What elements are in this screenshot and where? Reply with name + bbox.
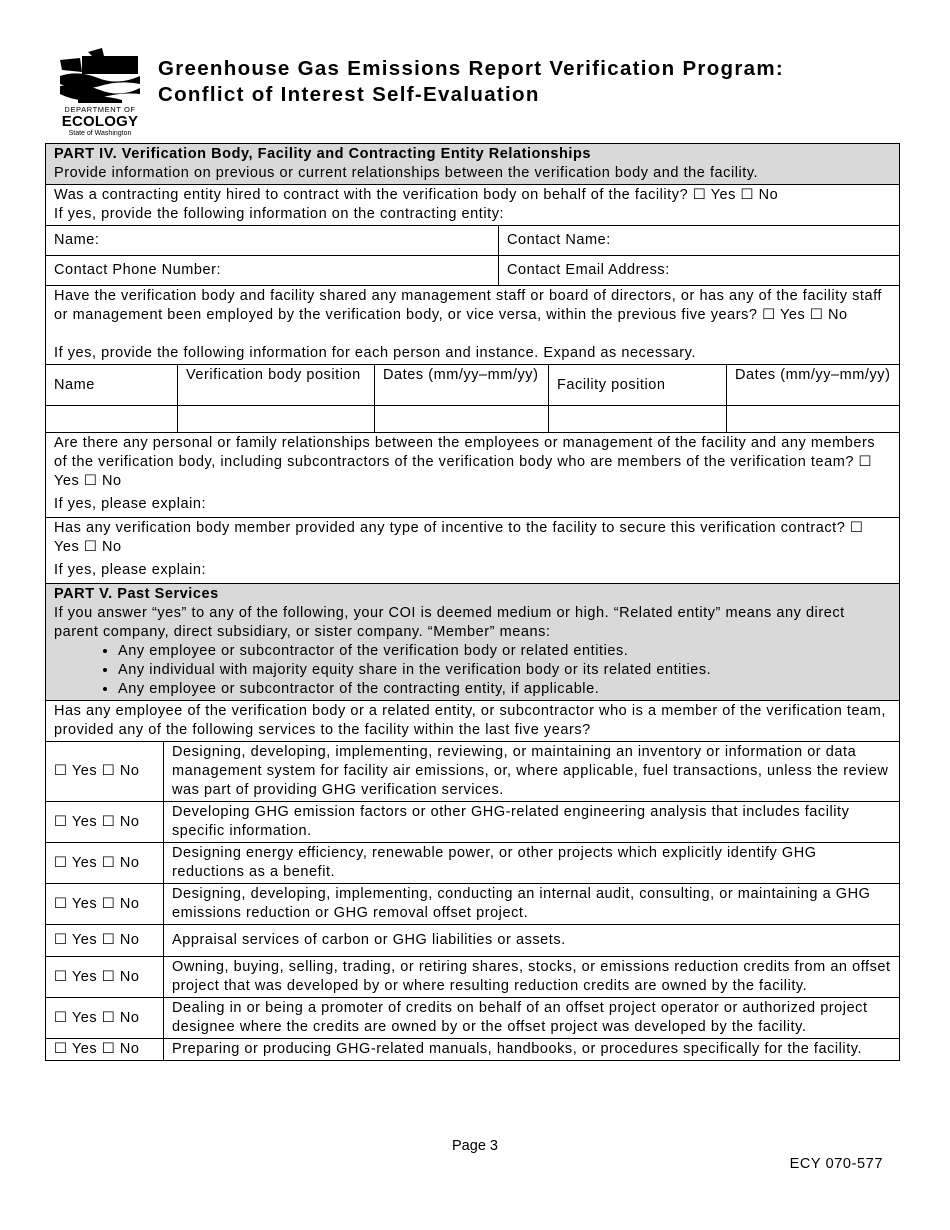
contracting-entity-question	[46, 185, 899, 226]
service-text: Appraisal services of carbon or GHG liabilities or assets.	[172, 932, 566, 948]
past-services-question	[46, 701, 899, 742]
service-row	[46, 802, 899, 843]
logo-name-text: ECOLOGY	[61, 113, 139, 130]
cell-name[interactable]	[46, 405, 178, 432]
part5-header	[46, 584, 899, 701]
service-text: Owning, buying, selling, trading, or retiring shares, stocks, or emissions reduction credits from an offset project that was developed by or where resulting reduction credits are owned by the facility.	[172, 959, 891, 994]
service-yes-no[interactable]: ☐ Yes ☐ No	[46, 998, 164, 1038]
title-line-1: Greenhouse Gas Emissions Report Verification Program:	[158, 57, 784, 80]
service-row	[46, 957, 899, 998]
part5-heading: PART V. Past Services	[54, 586, 219, 602]
contact-email-field[interactable]: Contact Email Address:	[507, 262, 670, 278]
service-text: Developing GHG emission factors or other GHG-related engineering analysis that includes facility specific information.	[172, 804, 850, 839]
col-dates-2: Dates (mm/yy–mm/yy)	[735, 367, 891, 383]
relationships-text[interactable]: Are there any personal or family relationships between the employees or management of the facility and any members of the verification body, including subcontractors of the verification body who are members of the verification team? ☐ Yes ☐ No	[54, 435, 876, 489]
shared-staff-text[interactable]: Have the verification body and facility shared any management staff or board of directors, or has any of the facility staff or management been employed by the verification body, or vice versa, within the previous five years? ☐ Yes ☐ No	[54, 288, 882, 323]
staff-table-header	[46, 364, 899, 406]
member-bullet: • Any employee or subcontractor of the verification body or related entities.	[118, 642, 891, 661]
logo-state-text: State of Washington	[68, 130, 132, 137]
contracting-question-text[interactable]: Was a contracting entity hired to contract with the verification body on behalf of the facility? ☐ Yes ☐ No	[54, 187, 779, 203]
cell-dates-1[interactable]	[375, 405, 549, 432]
incentive-question	[46, 518, 899, 584]
member-definition-list	[54, 642, 891, 699]
service-yes-no[interactable]: ☐ Yes ☐ No	[46, 884, 164, 924]
shared-staff-followup: If yes, provide the following information for each person and instance. Expand as necessary.	[54, 345, 696, 361]
contracting-followup-text: If yes, provide the following information on the contracting entity:	[54, 206, 505, 222]
past-services-text: Has any employee of the verification body or a related entity, or subcontractor who is a member of the verification team, provided any of the following services to the facility within the last five years?	[54, 703, 886, 738]
cell-dates-2[interactable]	[727, 405, 899, 432]
relationships-explain[interactable]: If yes, please explain:	[54, 496, 207, 512]
col-dates-1: Dates (mm/yy–mm/yy)	[375, 365, 549, 405]
ecology-logo	[58, 46, 142, 140]
ecology-logo-icon	[58, 46, 142, 104]
col-facility-position: Facility position	[549, 365, 727, 405]
service-text: Dealing in or being a promoter of credits on behalf of an offset project operator or authorized project designee where the credits are owned by or the offset project was developed by the facility.	[172, 1000, 868, 1035]
service-yes-no[interactable]: ☐ Yes ☐ No	[46, 843, 164, 883]
col-vb-position: Verification body position	[178, 365, 375, 405]
service-yes-no[interactable]: ☐ Yes ☐ No	[46, 802, 164, 842]
name-row	[46, 226, 899, 256]
form-code: ECY 070-577	[789, 1156, 883, 1172]
relationships-question	[46, 433, 899, 518]
service-yes-no[interactable]: ☐ Yes ☐ No	[46, 957, 164, 997]
page-number: Page 3	[452, 1138, 498, 1154]
incentive-explain[interactable]: If yes, please explain:	[54, 562, 207, 578]
cell-vb-position[interactable]	[178, 405, 375, 432]
service-text: Designing energy efficiency, renewable power, or other projects which explicitly identify GHG reductions as a benefit.	[172, 845, 817, 880]
title-line-2: Conflict of Interest Self-Evaluation	[158, 83, 540, 106]
shared-staff-question	[46, 286, 899, 364]
part4-heading: PART IV. Verification Body, Facility and Contracting Entity Relationships	[54, 146, 591, 162]
service-row	[46, 884, 899, 925]
page-header	[58, 46, 898, 140]
service-yes-no[interactable]: ☐ Yes ☐ No	[46, 1039, 164, 1060]
cell-facility-position[interactable]	[549, 405, 727, 432]
service-row	[46, 843, 899, 884]
col-name: Name	[46, 365, 178, 405]
part5-intro: If you answer “yes” to any of the following, your COI is deemed medium or high. “Related entity” means any direct parent company, direct subsidiary, or sister company. “Member” means:	[54, 605, 845, 640]
staff-table-row	[46, 405, 899, 433]
service-text: Preparing or producing GHG-related manuals, handbooks, or procedures specifically for the facility.	[172, 1041, 863, 1057]
logo-dept-text: DEPARTMENT OF	[64, 105, 136, 114]
coi-form	[45, 143, 900, 1061]
service-text: Designing, developing, implementing, reviewing, or maintaining an inventory or information or data management system for facility air emissions, or, where applicable, fuel transactions, unless the review was part of providing GHG verification services.	[172, 744, 889, 798]
service-text: Designing, developing, implementing, conducting an internal audit, consulting, or maintaining a GHG emissions reduction or GHG removal offset project.	[172, 886, 871, 921]
name-field[interactable]: Name:	[46, 226, 499, 255]
service-row	[46, 925, 899, 957]
service-row	[46, 1039, 899, 1060]
member-bullet: • Any individual with majority equity share in the verification body or its related entities.	[118, 661, 891, 680]
service-yes-no[interactable]: ☐ Yes ☐ No	[46, 925, 164, 956]
service-row	[46, 998, 899, 1039]
member-bullet: • Any employee or subcontractor of the contracting entity, if applicable.	[118, 680, 891, 699]
part4-subheading: Provide information on previous or current relationships between the verification body and the facility.	[54, 165, 759, 181]
service-row	[46, 742, 899, 802]
part4-header	[46, 144, 899, 185]
contact-name-field[interactable]: Contact Name:	[507, 232, 611, 248]
contact-row	[46, 256, 899, 286]
page-title	[158, 56, 784, 108]
service-yes-no[interactable]: ☐ Yes ☐ No	[46, 742, 164, 801]
incentive-text[interactable]: Has any verification body member provided any type of incentive to the facility to secure this verification contract? ☐ Yes ☐ No	[54, 520, 864, 555]
contact-phone-field[interactable]: Contact Phone Number:	[46, 256, 499, 285]
